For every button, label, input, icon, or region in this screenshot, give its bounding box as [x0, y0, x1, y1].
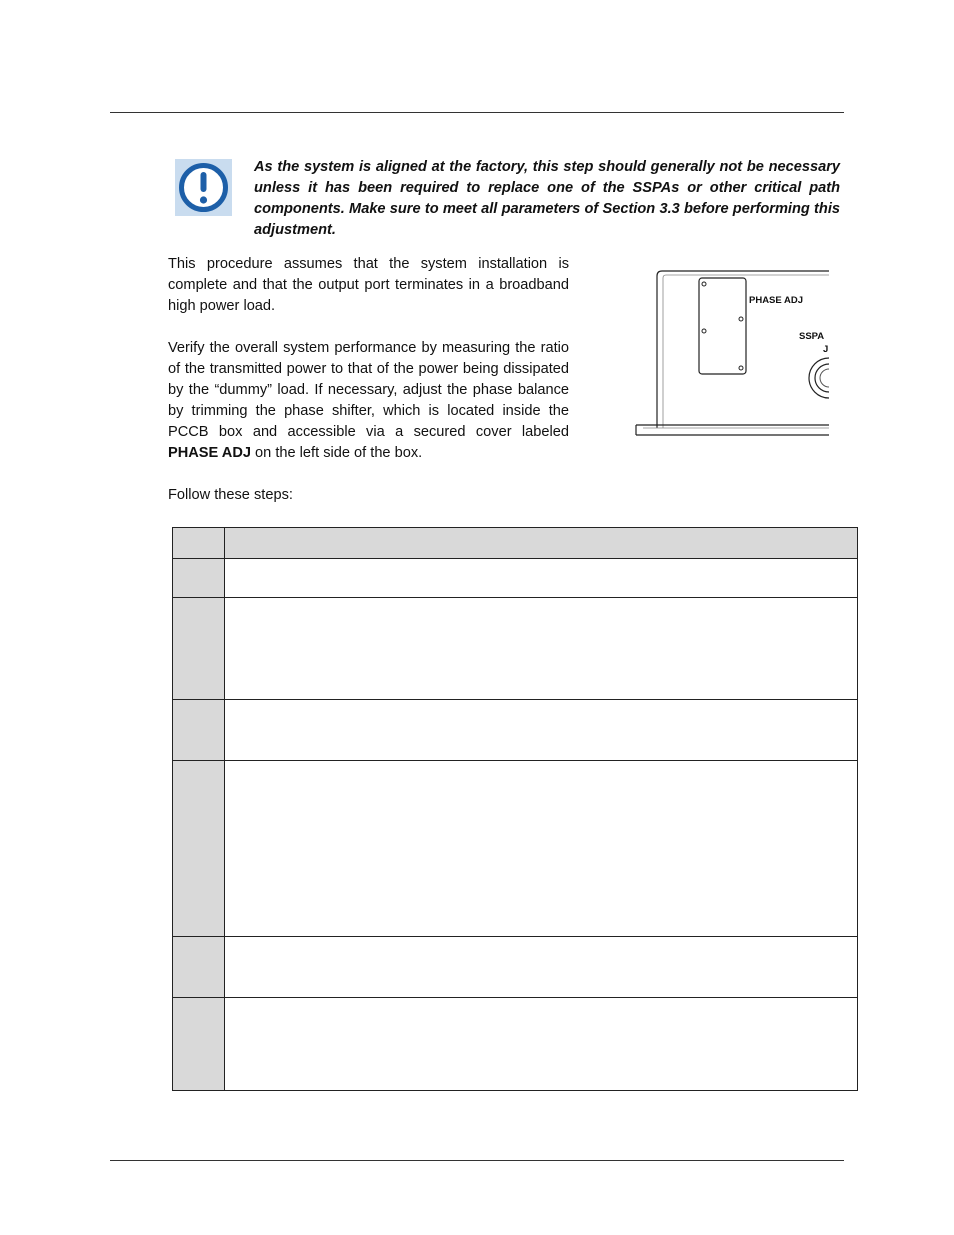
figure-label-phase-adj: PHASE ADJ [749, 295, 804, 306]
table-row [173, 598, 858, 700]
footer-rule [110, 1160, 844, 1161]
step-number-cell [173, 937, 225, 998]
description-header-cell [225, 528, 858, 559]
pccb-box-illustration [633, 268, 829, 440]
steps-intro: Follow these steps: [168, 487, 293, 503]
procedure-text-end: on the left side of the box. [251, 445, 423, 461]
procedure-paragraph [168, 338, 569, 464]
step-header-cell [173, 528, 225, 559]
header-rule [110, 112, 844, 113]
table-row [173, 559, 858, 598]
table-header-row [173, 528, 858, 559]
figure-label-j: J [823, 344, 829, 355]
step-description-cell [225, 598, 858, 700]
step-number-cell [173, 761, 225, 937]
phase-adj-label: PHASE ADJ [168, 445, 251, 461]
table-row [173, 761, 858, 937]
step-description-cell [225, 700, 858, 761]
step-description-cell [225, 559, 858, 598]
step-number-cell [173, 559, 225, 598]
table-row [173, 700, 858, 761]
exclamation-circle-icon [175, 159, 232, 216]
table-row [173, 937, 858, 998]
step-number-cell [173, 598, 225, 700]
step-number-cell [173, 700, 225, 761]
table-row [173, 998, 858, 1091]
figure-label-sspa: SSPA [799, 331, 825, 342]
steps-table [172, 527, 858, 1091]
procedure-text-start: Verify the overall system performance by measuring the ratio of the transmitted power to that of the power being dissipated by the “dummy” load. If necessary, adjust the phase balance by trimming the phase shifter, which is located inside the PCCB box and accessible via a secured cover labeled [168, 340, 569, 440]
intro-paragraph: This procedure assumes that the system installation is complete and that the output port terminates in a broadband high power load. [168, 256, 569, 314]
step-description-cell [225, 998, 858, 1091]
notice-text: As the system is aligned at the factory, this step should generally not be necessary unless it has been required to replace one of the SSPAs or other critical path components. Make sure to meet all parameters of Section 3.3 before performing this adjustment. [254, 159, 840, 238]
step-description-cell [225, 761, 858, 937]
step-description-cell [225, 937, 858, 998]
step-number-cell [173, 998, 225, 1091]
